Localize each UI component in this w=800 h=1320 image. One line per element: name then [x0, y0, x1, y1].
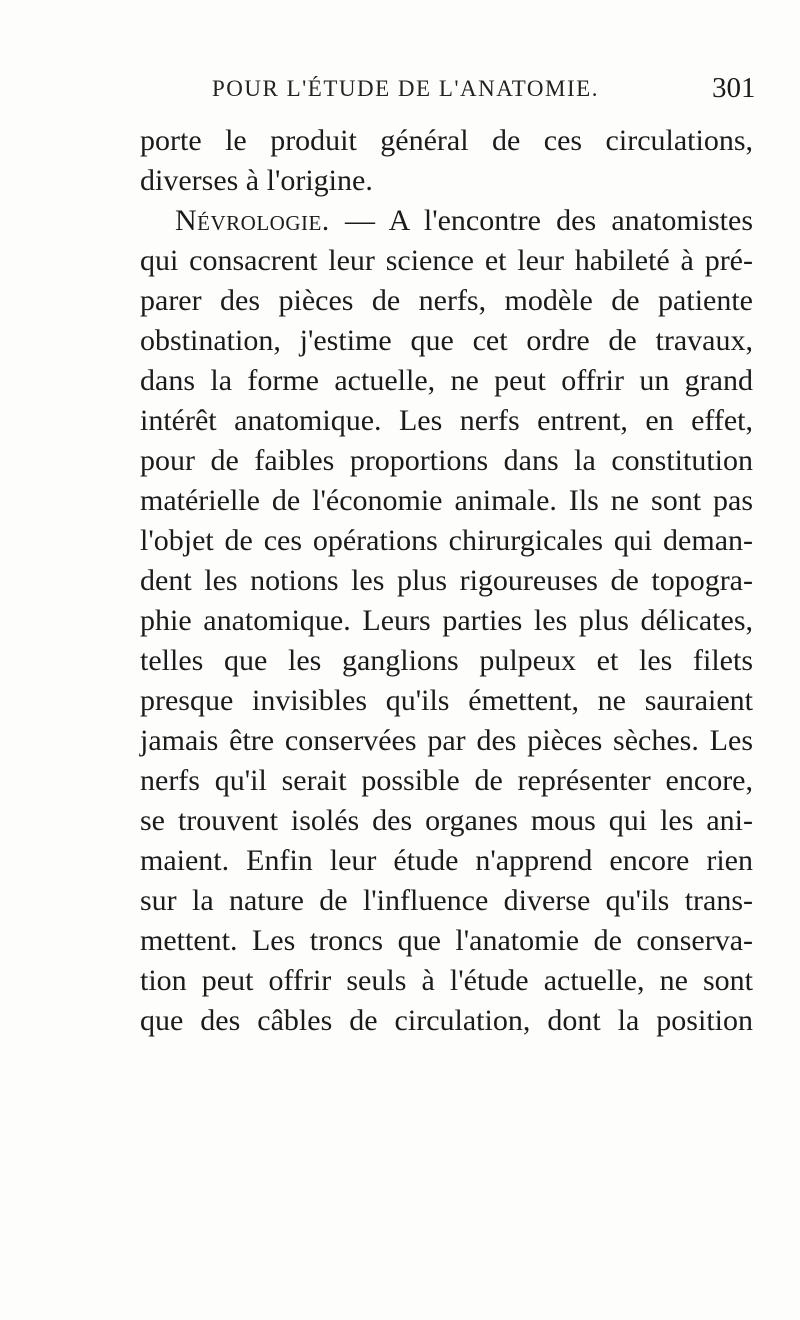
- text-line-paragraph-start: Névrologie. — A l'encontre des anatomistes: [175, 204, 753, 237]
- text-line: se trouvent isolés des organes mous qui les ani-: [140, 804, 753, 837]
- text-line: diverses à l'origine.: [140, 164, 373, 197]
- text-line: tion peut offrir seuls à l'étude actuelle, ne sont: [140, 964, 753, 997]
- text-line: jamais être conservées par des pièces sèches. Les: [140, 724, 753, 757]
- text-line: obstination, j'estime que cet ordre de travaux,: [140, 324, 753, 357]
- text-line: matérielle de l'économie animale. Ils ne sont pas: [140, 484, 753, 517]
- text-line: porte le produit général de ces circulations,: [140, 124, 753, 157]
- text-line: que des câbles de circulation, dont la position: [140, 1004, 753, 1037]
- section-heading-nevrologie: Névrologie.: [175, 204, 330, 237]
- text-line: sur la nature de l'influence diverse qu'ils trans-: [140, 884, 753, 917]
- page-number: 301: [712, 72, 756, 104]
- text-line: dent les notions les plus rigoureuses de topogra-: [140, 564, 753, 597]
- text-line: parer des pièces de nerfs, modèle de patiente: [140, 284, 753, 317]
- text-line: maient. Enfin leur étude n'apprend encore rien: [140, 844, 753, 877]
- text-line: dans la forme actuelle, ne peut offrir un grand: [140, 364, 753, 397]
- text-line: presque invisibles qu'ils émettent, ne sauraient: [140, 684, 753, 717]
- text-line: qui consacrent leur science et leur habileté à pré-: [140, 244, 753, 277]
- text-line: l'objet de ces opérations chirurgicales qui deman-: [140, 524, 753, 557]
- text-line: telles que les ganglions pulpeux et les filets: [140, 644, 753, 677]
- text-line: intérêt anatomique. Les nerfs entrent, en effet,: [140, 404, 753, 437]
- running-head: POUR L'ÉTUDE DE L'ANATOMIE.: [212, 76, 599, 101]
- text-line: phie anatomique. Leurs parties les plus délicates,: [140, 604, 753, 637]
- text-line: pour de faibles proportions dans la constitution: [140, 444, 753, 477]
- text-line: mettent. Les troncs que l'anatomie de conserva-: [140, 924, 753, 957]
- text-line: nerfs qu'il serait possible de représenter encore,: [140, 764, 753, 797]
